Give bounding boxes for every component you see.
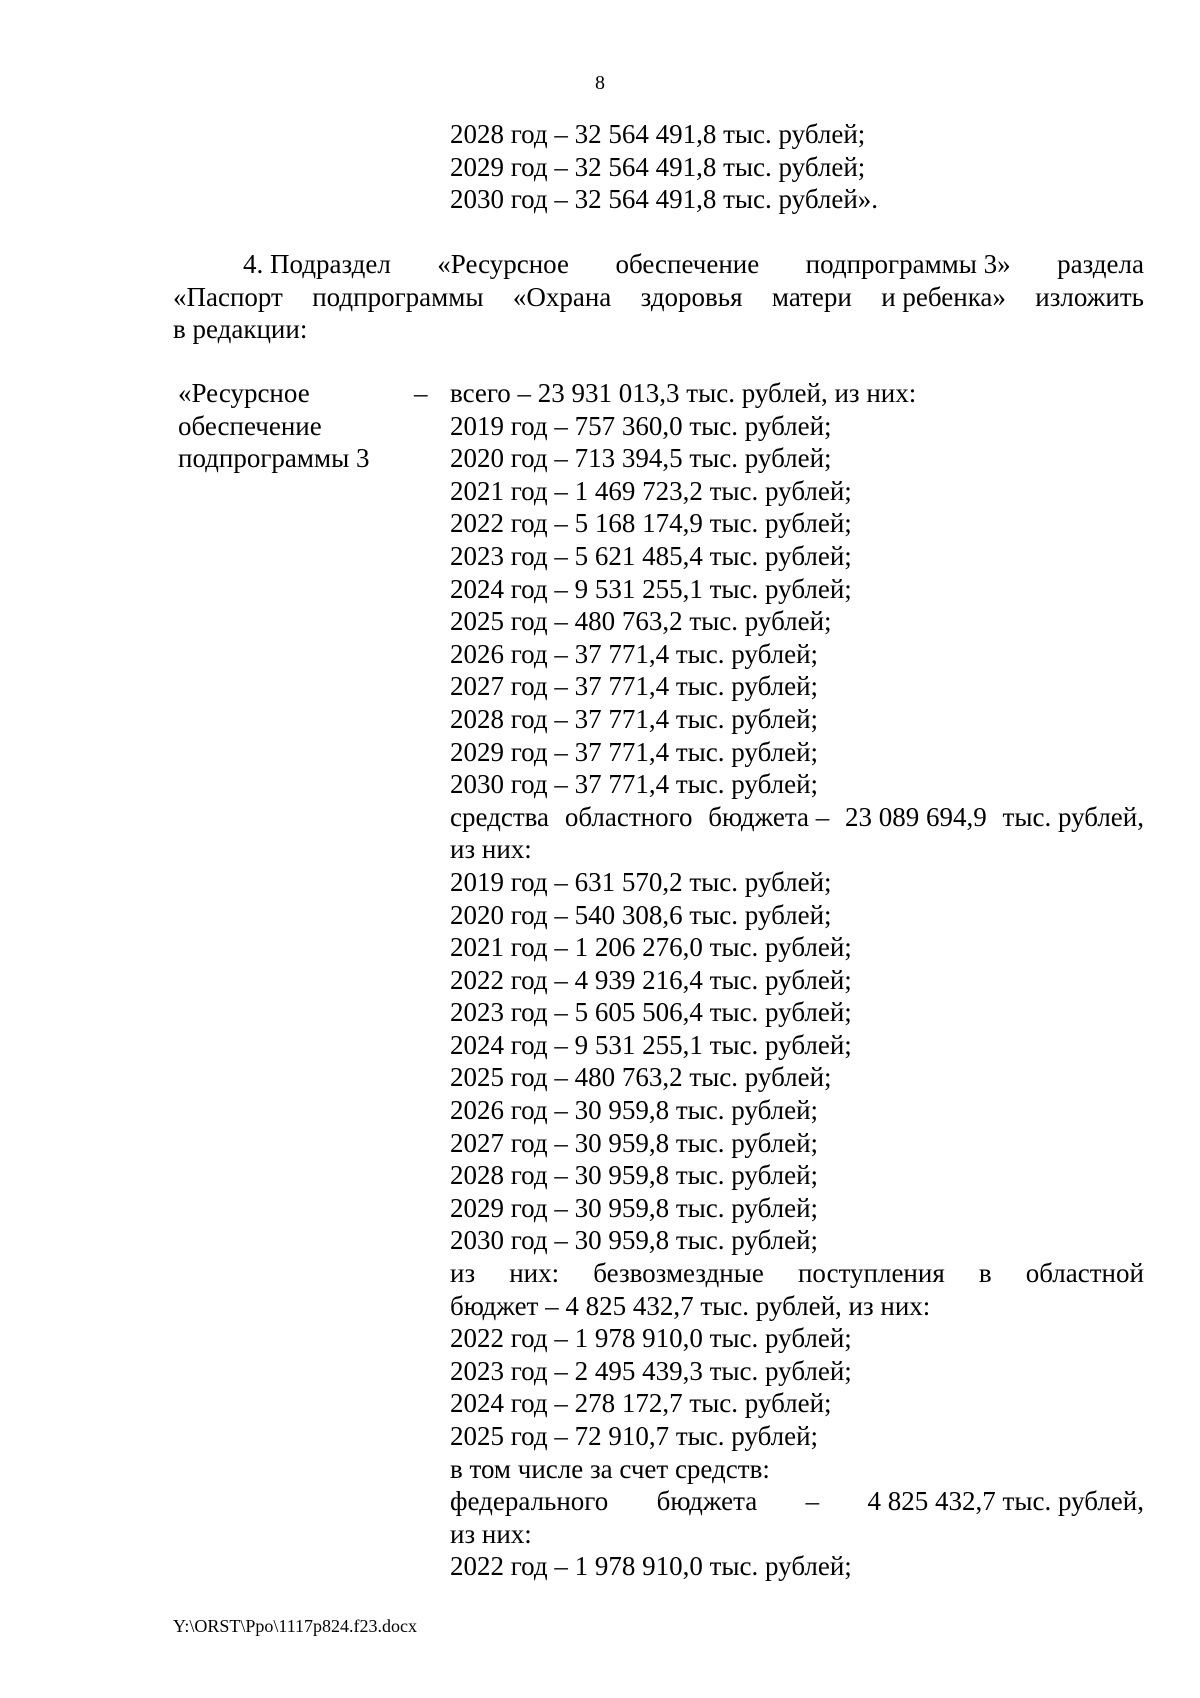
year-line: 2022 год – 4 939 216,4 тыс. рублей; — [450, 964, 852, 995]
resource-values — [450, 377, 1144, 1583]
year-line: 2029 год – 30 959,8 тыс. рублей; — [450, 1192, 819, 1223]
word: 4 825 432,7 тыс. рублей, — [867, 1486, 1144, 1517]
word: областной — [1025, 1258, 1144, 1289]
year-line: 2028 год – 37 771,4 тыс. рублей; — [450, 703, 819, 734]
resource-label — [178, 377, 369, 475]
year-line: 2027 год – 30 959,8 тыс. рублей; — [450, 1127, 819, 1158]
year-line: 2024 год – 9 531 255,1 тыс. рублей; — [450, 573, 852, 604]
year-line: 2026 год – 30 959,8 тыс. рублей; — [450, 1095, 819, 1126]
word: бюджета — [656, 1486, 758, 1517]
word: тыс. рублей, — [1002, 801, 1144, 832]
year-line: 2025 год – 480 763,2 тыс. рублей; — [450, 606, 832, 637]
federal-budget-line — [450, 1485, 1144, 1518]
year-line: 2020 год – 540 308,6 тыс. рублей; — [450, 899, 832, 930]
year-line: 2027 год – 37 771,4 тыс. рублей; — [450, 671, 819, 702]
paragraph-line-2 — [173, 281, 1144, 314]
year-line: 2030 год – 30 959,8 тыс. рублей; — [450, 1225, 819, 1256]
word: подпрограммы 3» — [805, 249, 1011, 279]
word: раздела — [1057, 249, 1144, 279]
regional-budget-tail: из них: — [450, 834, 532, 865]
word: здоровья — [640, 281, 743, 312]
word: 23 089 694,9 — [845, 801, 987, 832]
word: поступления — [797, 1258, 945, 1289]
word: безвозмездные — [593, 1258, 764, 1289]
year-line: 2028 год – 30 959,8 тыс. рублей; — [450, 1160, 819, 1191]
year-line: 2025 год – 72 910,7 тыс. рублей; — [450, 1421, 819, 1451]
year-line: 2022 год – 1 978 910,0 тыс. рублей; — [450, 1323, 852, 1354]
year-line: 2022 год – 1 978 910,0 тыс. рублей; — [450, 1551, 852, 1582]
year-line: 2029 год – 32 564 491,8 тыс. рублей; — [450, 151, 866, 182]
year-line: 2021 год – 1 206 276,0 тыс. рублей; — [450, 932, 852, 963]
word: в — [978, 1258, 992, 1289]
top-year-lines — [450, 118, 878, 216]
word: «Ресурсное — [437, 249, 569, 279]
year-line: 2030 год – 37 771,4 тыс. рублей; — [450, 769, 819, 800]
word: «Охрана — [512, 281, 612, 312]
year-line: 2030 год – 32 564 491,8 тыс. рублей». — [450, 184, 879, 215]
separator-dash: – — [414, 378, 428, 408]
word: – — [805, 1486, 820, 1517]
word: бюджета – — [708, 801, 830, 832]
word: из — [450, 1258, 476, 1289]
word: обеспечение — [615, 249, 760, 279]
year-line: 2023 год – 5 605 506,4 тыс. рублей; — [450, 997, 852, 1028]
year-line: 2024 год – 278 172,7 тыс. рублей; — [450, 1388, 832, 1419]
federal-budget-tail: из них: — [450, 1518, 532, 1549]
page-number: 8 — [595, 72, 605, 94]
word: них: — [509, 1258, 560, 1289]
file-path-footer: Y:\ORST\Ppo\1117p824.f23.docx — [173, 1616, 418, 1636]
word: изложить — [1035, 281, 1144, 312]
year-line: 2019 год – 631 570,2 тыс. рублей; — [450, 866, 832, 897]
label-line: обеспечение — [178, 410, 322, 441]
word: 4. Подраздел — [243, 249, 391, 279]
year-line: 2019 год – 757 360,0 тыс. рублей; — [450, 410, 832, 441]
year-line: 2029 год – 37 771,4 тыс. рублей; — [450, 736, 819, 767]
amendment-paragraph — [173, 248, 1144, 346]
word: и ребенка» — [881, 281, 1006, 312]
word: «Паспорт — [173, 281, 283, 312]
year-line: 2021 год – 1 469 723,2 тыс. рублей; — [450, 475, 852, 506]
year-line: 2020 год – 713 394,5 тыс. рублей; — [450, 443, 832, 474]
word: областного — [564, 801, 693, 832]
year-line: 2023 год – 2 495 439,3 тыс. рублей; — [450, 1355, 852, 1386]
paragraph-line-3: в редакции: — [173, 314, 308, 345]
paragraph-line-1 — [173, 248, 1144, 281]
year-line: 2025 год – 480 763,2 тыс. рублей; — [450, 1062, 832, 1093]
year-line: 2022 год – 5 168 174,9 тыс. рублей; — [450, 508, 852, 539]
year-line: 2023 год – 5 621 485,4 тыс. рублей; — [450, 540, 852, 571]
label-line: «Ресурсное — [178, 378, 310, 408]
word: матери — [771, 281, 852, 312]
word: федерального — [450, 1486, 609, 1517]
regional-budget-line — [450, 801, 1144, 834]
word: средства — [450, 801, 550, 832]
year-line: 2024 год – 9 531 255,1 тыс. рублей; — [450, 1029, 852, 1060]
total-line: всего – 23 931 013,3 тыс. рублей, из них: — [450, 378, 917, 408]
including-line: в том числе за счет средств: — [450, 1453, 770, 1484]
gratuitous-receipts-tail: бюджет – 4 825 432,7 тыс. рублей, из них: — [450, 1290, 931, 1321]
word: подпрограммы — [312, 281, 484, 312]
gratuitous-receipts-line — [450, 1257, 1144, 1290]
year-line: 2026 год – 37 771,4 тыс. рублей; — [450, 638, 819, 669]
label-line: подпрограммы 3 — [178, 443, 370, 474]
year-line: 2028 год – 32 564 491,8 тыс. рублей; — [450, 119, 866, 149]
